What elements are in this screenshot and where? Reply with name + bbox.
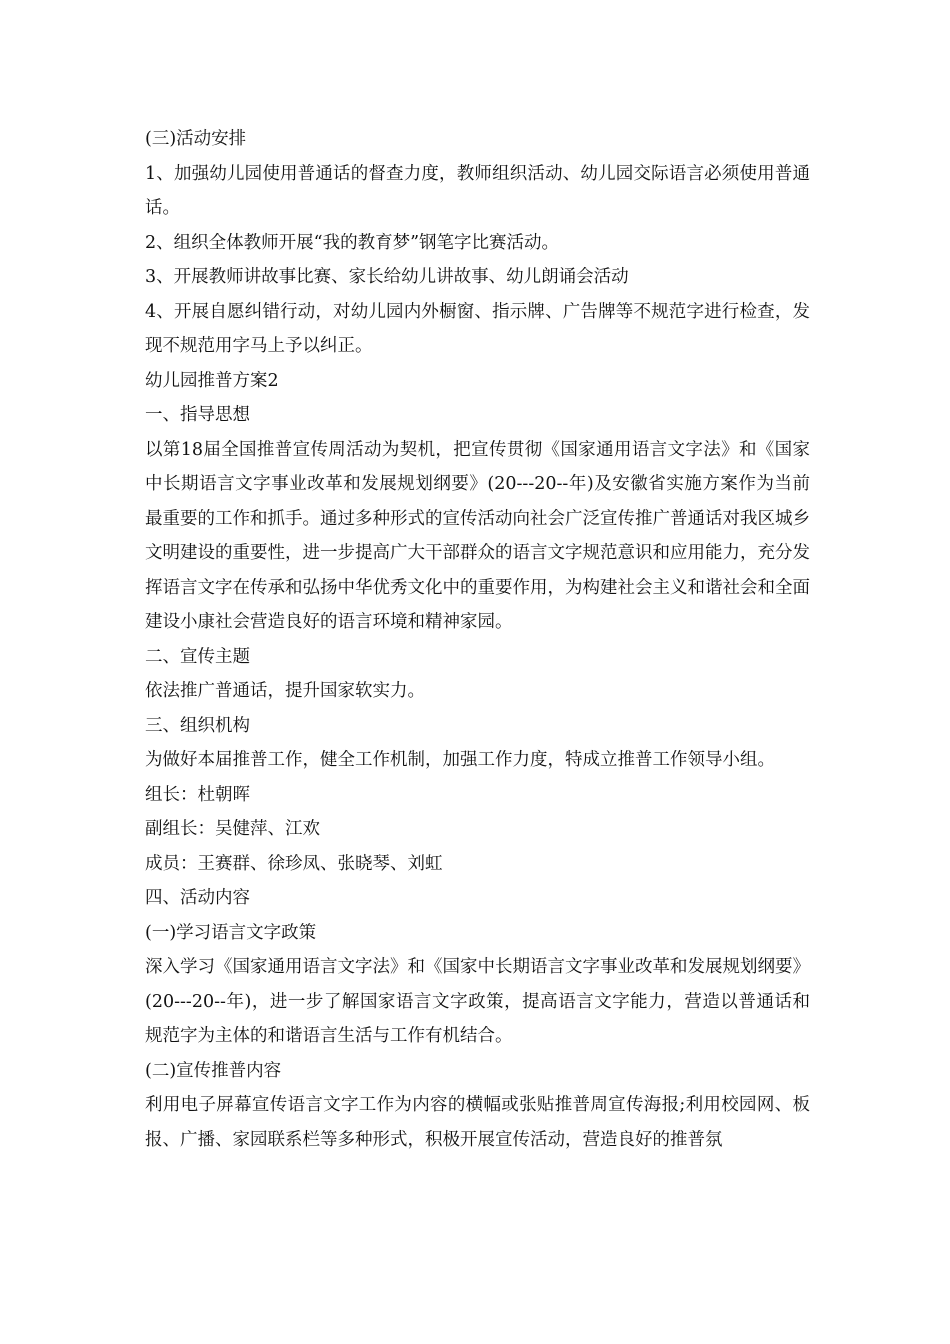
team-deputy-leader: 副组长：吴健萍、江欢 bbox=[145, 819, 320, 839]
section-heading: 四、活动内容 bbox=[145, 888, 250, 908]
section-heading-activity-arrangement: (三)活动安排 bbox=[145, 129, 247, 149]
section-heading: 二、宣传主题 bbox=[145, 646, 250, 667]
document-page bbox=[145, 122, 810, 1157]
section-heading: 三、组织机构 bbox=[145, 715, 250, 736]
paragraph: 利用电子屏幕宣传语言文字工作为内容的横幅或张贴推普周宣传海报;利用校园网、板报、广播、家园联系栏等多种形式，积极开展宣传活动，营造良好的推普氛 bbox=[145, 1095, 810, 1150]
team-leader: 组长：杜朝晖 bbox=[145, 784, 250, 805]
paragraph: 2、组织全体教师开展“我的教育梦”钢笔字比赛活动。 bbox=[145, 232, 560, 253]
document-title: 幼儿园推普方案2 bbox=[145, 370, 279, 391]
paragraph: 深入学习《国家通用语言文字法》和《国家中长期语言文字事业改革和发展规划纲要》(20---20--年)，进一步了解国家语言文字政策，提高语言文字能力，营造以普通话和规范字为主体的和谐语言生活与工作有机结合。 bbox=[145, 957, 810, 1046]
subsection-heading: (一)学习语言文字政策 bbox=[145, 922, 317, 943]
paragraph: 依法推广普通话，提升国家软实力。 bbox=[145, 681, 425, 701]
team-members: 成员：王赛群、徐珍凤、张晓琴、刘虹 bbox=[145, 853, 443, 874]
paragraph: 4、开展自愿纠错行动，对幼儿园内外橱窗、指示牌、广告牌等不规范字进行检查，发现不规范用字马上予以纠正。 bbox=[145, 301, 810, 356]
subsection-heading: (二)宣传推普内容 bbox=[145, 1060, 282, 1081]
paragraph: 1、加强幼儿园使用普通话的督查力度，教师组织活动、幼儿园交际语言必须使用普通话。 bbox=[145, 163, 810, 218]
paragraph: 为做好本届推普工作，健全工作机制，加强工作力度，特成立推普工作领导小组。 bbox=[145, 750, 775, 770]
section-heading: 一、指导思想 bbox=[145, 405, 250, 425]
paragraph: 以第18届全国推普宣传周活动为契机，把宣传贯彻《国家通用语言文字法》和《国家中长期语言文字事业改革和发展规划纲要》(20---20--年)及安徽省实施方案作为当前最重要的工作和抓手。通过多种形式的宣传活动向社会广泛宣传推广普通话对我区城乡文明建设的重要性，进一步提高广大干部群众的语言文字规范意识和应用能力，充分发挥语言文字在传承和弘扬中华优秀文化中的重要作用，为构建社会主义和谐社会和全面建设小康社会营造良好的语言环境和精神家园。 bbox=[145, 439, 810, 632]
paragraph: 3、开展教师讲故事比赛、家长给幼儿讲故事、幼儿朗诵会活动 bbox=[145, 267, 629, 287]
